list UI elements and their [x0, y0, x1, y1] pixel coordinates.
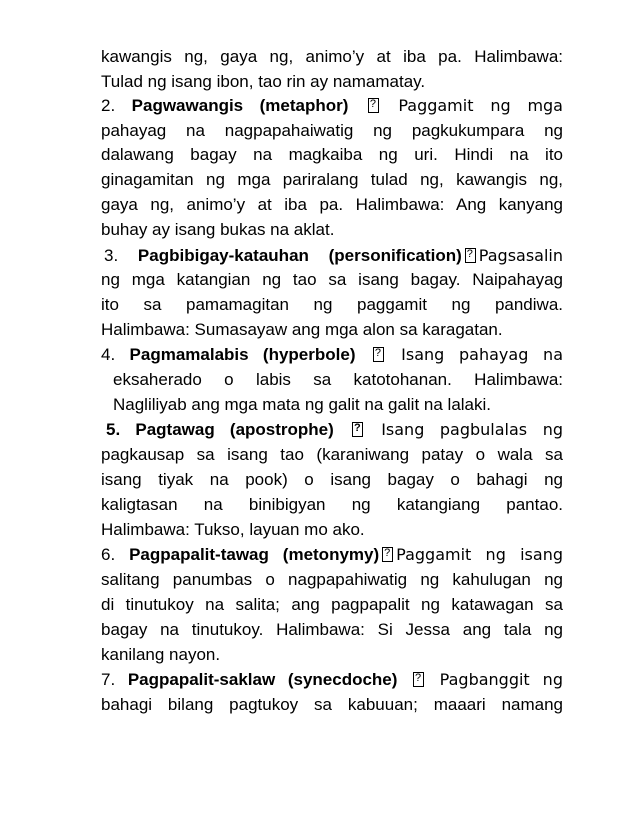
text-line: isang tiyak na pook) o isang bagay o bahagi ng — [101, 470, 563, 489]
text-line: di tinutukoy na salita; ang pagpapalit ng katawagan sa — [101, 595, 563, 614]
text-line: ito sa pamamagitan ng paggamit ng pandiwa. — [101, 295, 563, 314]
text-line: eksaherado o labis sa katotohanan. Halimbawa: — [113, 370, 563, 389]
text-line: kaligtasan na binibigyan ng katangiang pantao. — [101, 495, 563, 514]
text-line: dalawang bagay na magkaiba ng uri. Hindi na ito — [101, 145, 563, 164]
missing-glyph-icon — [465, 248, 476, 263]
item-heading-5 — [106, 418, 563, 442]
definition-start: Paggamit ng isang — [396, 545, 563, 564]
item-heading-7 — [101, 668, 563, 692]
item-heading-4 — [101, 343, 563, 367]
figure-term: Pagtawag (apostrophe) — [135, 420, 334, 439]
item-number: 7. — [101, 670, 116, 689]
text-line: kawangis ng, gaya ng, animo’y at iba pa. Halimbawa: — [101, 47, 563, 66]
text-line: salitang panumbas o nagpapahiwatig ng kahulugan ng — [101, 570, 563, 589]
missing-glyph-icon — [373, 347, 384, 362]
figure-term: Pagmamalabis (hyperbole) — [129, 345, 356, 364]
text-line: bagay na tinutukoy. Halimbawa: Si Jessa ang tala ng — [101, 620, 563, 639]
text-line: gaya ng, animo’y at iba pa. Halimbawa: Ang kanyang — [101, 195, 563, 214]
definition-start: Pagsasalin — [478, 246, 563, 265]
text-line: Halimbawa: Tukso, layuan mo ako. — [101, 520, 365, 539]
figure-term: Pagbibigay-katauhan (personification) — [137, 246, 462, 265]
text-line: kanilang nayon. — [101, 645, 221, 664]
item-heading-3 — [104, 244, 563, 268]
text-line: Halimbawa: Sumasayaw ang mga alon sa karagatan. — [101, 320, 503, 339]
definition-start: Paggamit ng mga — [398, 96, 563, 115]
text-line: Tulad ng isang ibon, tao rin ay namamatay. — [101, 72, 426, 91]
item-number: 3. — [104, 246, 119, 265]
item-heading-2 — [101, 94, 563, 118]
text-line: ginagamitan ng mga pariralang tulad ng, kawangis ng, — [101, 170, 563, 189]
text-line: ng mga katangian ng tao sa isang bagay. Naipahayag — [101, 270, 563, 289]
figure-term: Pagpapalit-tawag (metonymy) — [129, 545, 380, 564]
text-line: pagkausap sa isang tao (karaniwang patay o wala sa — [101, 445, 563, 464]
missing-glyph-icon — [413, 672, 424, 687]
item-number: 4. — [101, 345, 116, 364]
text-line: bahagi bilang pagtukoy sa kabuuan; maaari namang — [101, 695, 563, 714]
item-number: 2. — [101, 96, 116, 115]
text-line: pahayag na nagpapahaiwatig ng pagkukumpara ng — [101, 121, 563, 140]
item-number: 5. — [106, 420, 121, 439]
definition-start: Isang pahayag na — [401, 345, 563, 364]
definition-start: Pagbanggit ng — [439, 670, 563, 689]
figure-term: Pagpapalit-saklaw (synecdoche) — [127, 670, 398, 689]
missing-glyph-icon — [352, 422, 363, 437]
text-line: buhay ay isang bukas na aklat. — [101, 220, 335, 239]
item-number: 6. — [101, 545, 116, 564]
text-line: Nagliliyab ang mga mata ng galit na galit na lalaki. — [113, 395, 492, 414]
missing-glyph-icon — [368, 98, 379, 113]
missing-glyph-icon — [382, 547, 393, 562]
item-heading-6 — [101, 543, 563, 567]
figure-term: Pagwawangis (metaphor) — [131, 96, 349, 115]
definition-start: Isang pagbulalas ng — [381, 420, 563, 439]
